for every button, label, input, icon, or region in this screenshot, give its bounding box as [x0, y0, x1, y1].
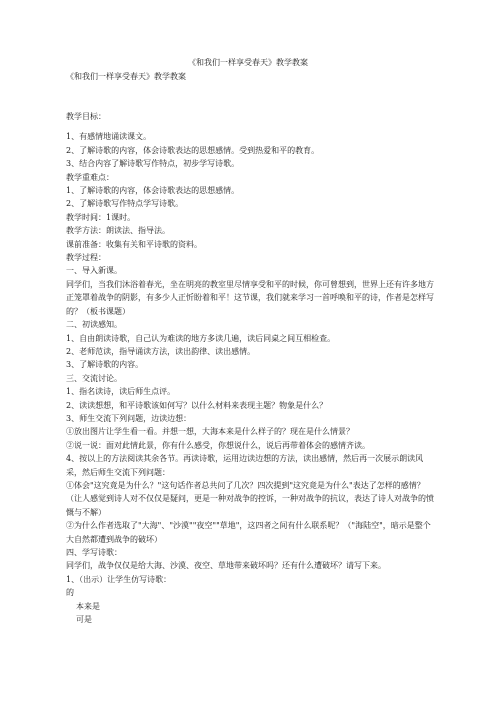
document-subtitle: 《和我们一样享受春天》教学教案 [66, 72, 186, 81]
text-line: 2、了解诗歌写作特点学写诗歌。 [66, 199, 184, 209]
text-line: 教学重难点： [66, 172, 114, 182]
text-line: （让人感觉到诗人对不仅仅是疑问，更是一种对战争的控诉，一种对战争的抗议，表达了诗人对战争的愤慨与不解） [66, 494, 434, 517]
text-line: 1、了解诗歌的内容，体会诗歌表达的思想感情。 [66, 186, 240, 196]
text-line: 教学方法：朗读法、指导法。 [66, 226, 170, 236]
text-line: ①体会"这究竟是为什么？"这句话作者总共问了几次？四次提到"这究竟是为什么"表达了怎样的感情？ [66, 480, 425, 490]
document-title: 《和我们一样享受春天》教学教案 [188, 58, 308, 67]
text-line: 教学时间：1课时。 [66, 212, 136, 222]
text-line: 2、了解诗歌的内容，体会诗歌表达的思想感情。受到热爱和平的教育。 [66, 145, 320, 155]
text-line: 课前准备：收集有关和平诗歌的资料。 [66, 239, 202, 249]
text-line: 3、结合内容了解诗歌写作特点，初步学写诗歌。 [66, 159, 240, 169]
text-line: 3、了解诗歌的内容。 [66, 360, 144, 370]
text-line: 教学过程： [66, 253, 106, 263]
text-line: 四、学写诗歌： [66, 548, 122, 557]
text-line: 可是 [76, 615, 92, 625]
text-line: ①放出图片让学生看一看。并想一想，大海本来是什么样子的？现在是什么情景？ [66, 427, 354, 437]
text-line: 2、老师范读，指导诵读方法，读出韵律、读出感情。 [66, 346, 256, 356]
text-line: 2、读读想想，和平诗歌该如何写？以什么材料来表现主题？物象是什么？ [66, 400, 328, 410]
text-line: 3、师生交流下列问题，边读边想： [66, 413, 192, 423]
text-line: 1、指名读诗，读后师生点评。 [66, 387, 176, 397]
document-body [66, 110, 436, 626]
text-line: 同学们，战争仅仅是给大海、沙漠、夜空、草地带来破坏吗？还有什么遭破坏？请写下来。 [66, 561, 386, 571]
text-line: 教学目标： [66, 112, 106, 121]
text-line: 同学们，当我们沐浴着春光，坐在明亮的教室里尽情享受和平的时候，你可曾想到，世界上还有许多地方正笼罩着战争的阴影，有多少人正忻盼着和平！这节课，我们就来学习一首呼唤和平的诗，作者是怎样写的？（板书课题） [66, 279, 434, 316]
paragraph-gap [66, 123, 436, 130]
text-line: 1、有感情地诵读课文。 [66, 132, 152, 142]
text-line: 1、自由朗读诗歌，自己认为难读的地方多读几遍，读后同桌之间互相检查。 [66, 333, 336, 343]
text-line: ②说一说：面对此情此景，你有什么感受，你想说什么，说后再带着体会的感情齐读。 [66, 440, 370, 450]
text-line: 本来是 [76, 601, 100, 611]
text-line: 一、导入新课。 [66, 266, 122, 276]
text-line: 的 [66, 588, 74, 598]
text-line: 1、（出示）让学生仿写诗歌： [66, 574, 172, 584]
text-line: ②为什么作者选取了"大海"、"沙漠""夜空""草地"，这四者之间有什么联系呢？（"海陆空"，暗示是整个大自然都遭到战争的破坏） [66, 521, 431, 544]
text-line: 三、交流讨论。 [66, 373, 122, 383]
text-line: 二、初读感知。 [66, 320, 122, 330]
text-line: 4、按以上的方法阅读其余各节。再读诗歌，运用边读边想的方法，读出感情，然后再一次展示朗读风采，然后师生交流下列问题： [66, 454, 424, 477]
